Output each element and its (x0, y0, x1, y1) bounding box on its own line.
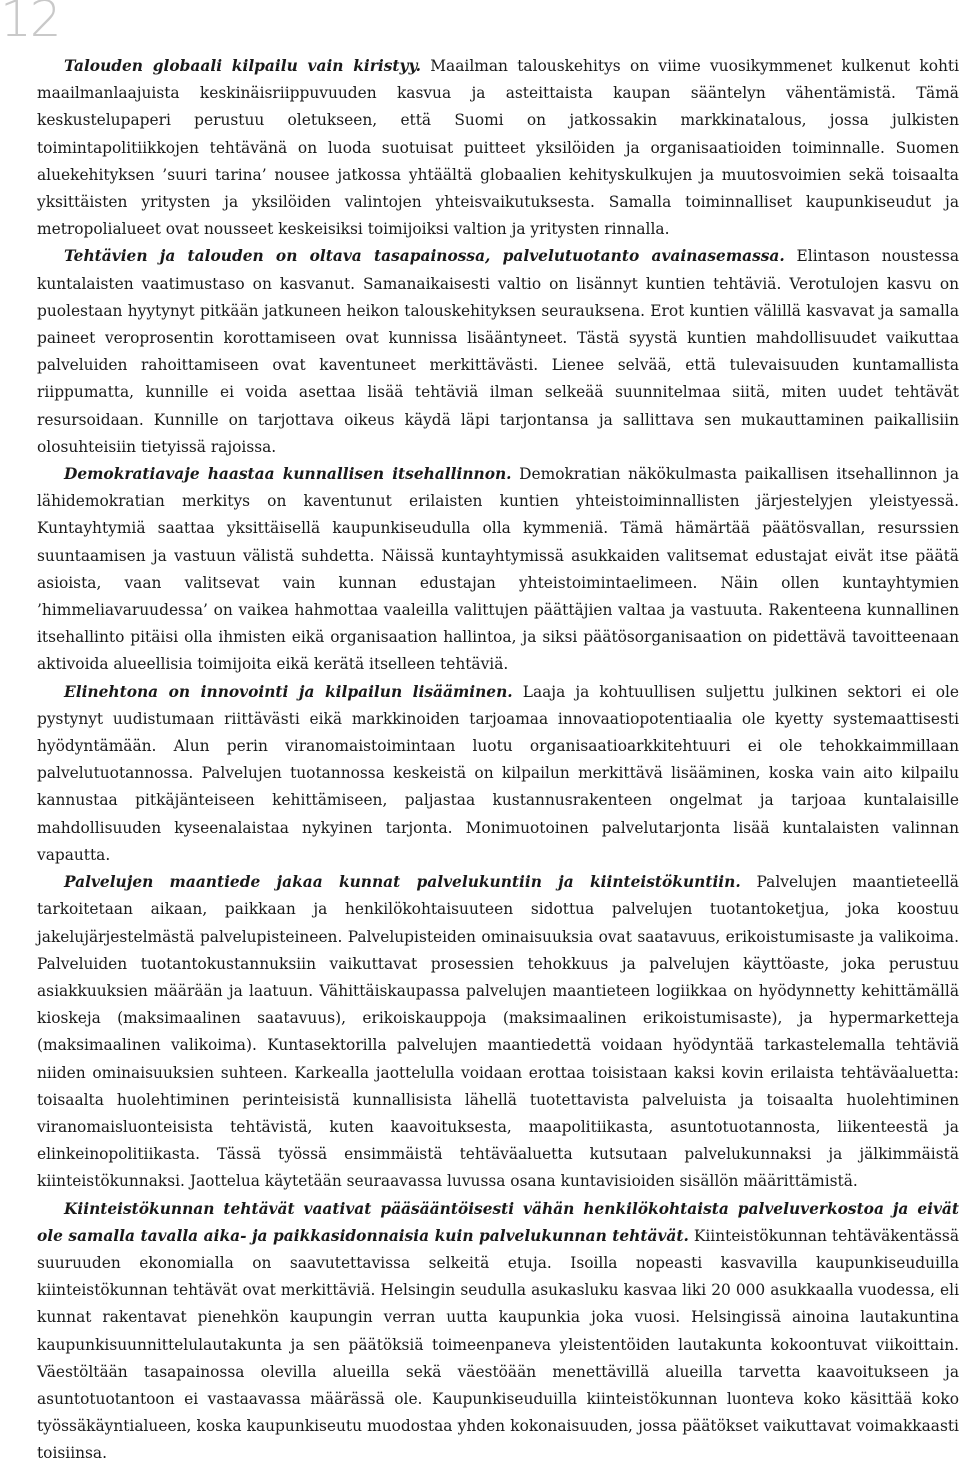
paragraph-lead: Elinehtona on innovointi ja kilpailun lisääminen. (64, 682, 513, 701)
paragraph-service-geography (37, 869, 959, 1195)
body-text (37, 53, 959, 1468)
page-number: 12 (0, 0, 60, 48)
paragraph-global-competition (37, 53, 959, 243)
paragraph-lead: Tehtävien ja talouden on oltava tasapainossa, palvelutuotanto avainasemassa. (64, 247, 785, 266)
paragraph-text: Elintason noustessa kuntalaisten vaatimustaso on kasvanut. Samanaikaisesti valtio on lisännyt kuntien tehtäviä. Verotulojen kasvu on puolestaan hyytynyt pitkään jatkuneen heikon talouskehityksen seurauksena. Erot kuntien välillä kasvavat ja samalla paineet veroprosentin korottamiseen ovat kunnissa lisääntyneet. Tästä syystä kuntien mahdollisuudet vaikuttaa palveluiden rahoittamiseen ovat kaventuneet merkittävästi. Lienee selvää, että tulevaisuuden kuntamallista riippumatta, kunnille ei voida asettaa lisää tehtäviä ilman selkeää suunnitelmaa siitä, miten uudet tehtävät resursoidaan. Kunnille on tarjottava oikeus käydä läpi tarjontansa ja sallittava sen mukauttaminen paikallisiin olosuhteisiin tietyissä rajoissa. (37, 247, 959, 456)
paragraph-lead: Palvelujen maantiede jakaa kunnat palvelukuntiin ja kiinteistökuntiin. (64, 873, 741, 892)
paragraph-tasks-economy (37, 243, 959, 461)
paragraph-text: Laaja ja kohtuullisen suljettu julkinen sektori ei ole pystynyt uudistumaan riittävästi eikä markkinoiden tarjoamaa innovaatiopotentiaalia ole kyetty systemaattisesti hyödyntämään. Alun perin viranomaistoimintaan luotu organisaatioarkkitehtuuri ei ole tehokkaimmillaan palvelutuotannossa. Palvelujen tuotannossa keskeistä on kilpailun merkittävä lisääminen, koska vain aito kilpailu kannustaa pitkäjänteiseen kehittämiseen, paljastaa kustannusrakenteen ongelmat ja tarjoaa kuntalaisille mahdollisuuden kyseenalaistaa nykyinen tarjonta. Monimuotoinen palvelutarjonta lisää kuntalaisten valinnan vapautta. (37, 682, 959, 864)
paragraph-lead: Talouden globaali kilpailu vain kiristyy. (64, 57, 421, 75)
paragraph-text: Palvelujen maantieteellä tarkoitetaan aikaan, paikkaan ja henkilökohtaisuuteen sidottua palvelujen tuotantoketjua, joka koostuu jakelujärjestelmästä palvelupisteineen. Palvelupisteiden ominaisuuksia ovat saatavuus, erikoistumisaste ja valikoima. Palveluiden tuotantokustannuksiin vaikuttavat prosessien tehokkuus ja palvelujen käyttöaste, joka perustuu asiakkuuksien määrään ja laatuun. Vähittäiskaupassa palvelujen maantieteen logiikkaa on hyödynnetty kehittämällä kioskeja (maksimaalinen saatavuus), erikoiskauppoja (maksimaalinen erikoistumisaste), ja hypermarketteja (maksimaalinen valikoima). Kuntasektorilla palvelujen maantiedettä voidaan hyödyntää tarkastelemalla tehtäviä niiden ominaisuuksien suhteen. Karkealla jaottelulla voidaan erottaa toisistaan kaksi kovin erilaista tehtäväaluetta: toisaalta huolehtiminen perinteisistä kunnallisista lähellä tuotettavista palveluista ja toisaalta huolehtiminen viranomaisluonteisista tehtävistä, kuten kaavoituksesta, maapolitiikasta, asuntotuotannosta, liikenteestä ja elinkeinopolitiikasta. Tässä työssä ensimmäistä tehtäväaluetta kutsutaan palvelukunnaksi ja jälkimmäistä kiinteistökunnaksi. Jaottelua käytetään seuraavassa luvussa osana kuntavisioiden sisällön määrittämistä. (37, 873, 959, 1191)
paragraph-lead: Kiinteistökunnan tehtävät vaativat pääsääntöisesti vähän henkilökohtaista palveluverkostoa ja eivät ole samalla tavalla aika- ja paikkasidonnaisia kuin palvelukunnan tehtävät. (37, 1199, 959, 1245)
paragraph-property-municipality (37, 1196, 959, 1468)
paragraph-democracy-deficit (37, 461, 959, 679)
paragraph-text: Demokratian näkökulmasta paikallisen itsehallinnon ja lähidemokratian merkitys on kaventunut erilaisten kuntien yhteistoiminnallisten järjestelyjen yleistyessä. Kuntayhtymiä saattaa yksittäisellä kaupunkiseudulla olla kymmeniä. Tämä hämärtää päätösvallan, resurssien suuntaamisen ja vastuun välistä suhdetta. Näissä kuntayhtymissä asukkaiden valitsemat edustajat eivät itse päätä asioista, vaan valitsevat vain kunnan edustajan yhteistoimintaelimeen. Näin ollen kuntayhtymien ’himmeliavaruudessa’ on vaikea hahmottaa vaaleilla valittujen päättäjien valtaa ja vastuuta. Rakenteena kunnallinen itsehallinto pitäisi olla ihmisten eikä organisaation hallintoa, ja siksi päätösorganisaation on pidettävä tavoitteenaan aktivoida alueellisia toimijoita eikä kerätä itselleen tehtäviä. (37, 465, 960, 674)
paragraph-innovation (37, 679, 959, 869)
paragraph-text: Kiinteistökunnan tehtäväkentässä suuruuden ekonomialla on saavutettavissa selkeitä etuja. Isoilla nopeasti kasvavilla kaupunkiseuduilla kiinteistökunnan tehtävät ovat merkittäviä. Helsingin seudulla asukasluku kasvaa liki 20 000 asukkaalla vuodessa, eli kunnat rakentavat pienehkön kaupungin verran uutta kaupunkia joka vuosi. Helsingissä ainoina lautakuntina kaupunkisuunnittelulautakunta ja sen päätöksiä toimeenpaneva yleistentöiden lautakunta kokoontuvat viikoittain. Väestöltään tasapainossa olevilla alueilla sekä väestöään menettävillä alueilla tarvetta kaavoitukseen ja asuntotuotantoon ei vastaavassa määrässä ole. Kaupunkiseuduilla kiinteistökunnan luonteva koko käsittää koko työssäkäyntialueen, koska kaupunkiseutu muodostaa yhden kokonaisuuden, jossa päätökset vaikuttavat voimakkaasti toisiinsa. (37, 1226, 960, 1463)
paragraph-lead: Demokratiavaje haastaa kunnallisen itsehallinnon. (64, 465, 512, 484)
paragraph-text: Maailman talouskehitys on viime vuosikymmenet kulkenut kohti maailmanlaajuista keskinäisriippuvuuden kasvua ja asteittaista kaupan sääntelyn vähentämistä. Tämä keskustelupaperi perustuu oletukseen, että Suomi on jatkossakin markkinatalous, jossa julkisten toimintapolitiikkojen tehtävänä on luoda suotuisat puitteet yksilöiden ja organisaatioiden toiminnalle. Suomen aluekehityksen ’suuri tarina’ nousee jatkossa yhtäältä globaalien kehityskulkujen ja muutosvoimien sekä toisaalta yksittäisten yritysten ja yksilöiden valintojen yhteisvaikutuksesta. Samalla toiminnalliset kaupunkiseudut ja metropolialueet ovat nousseet keskeisiksi toimijoiksi valtion ja yritysten rinnalla. (37, 57, 960, 239)
